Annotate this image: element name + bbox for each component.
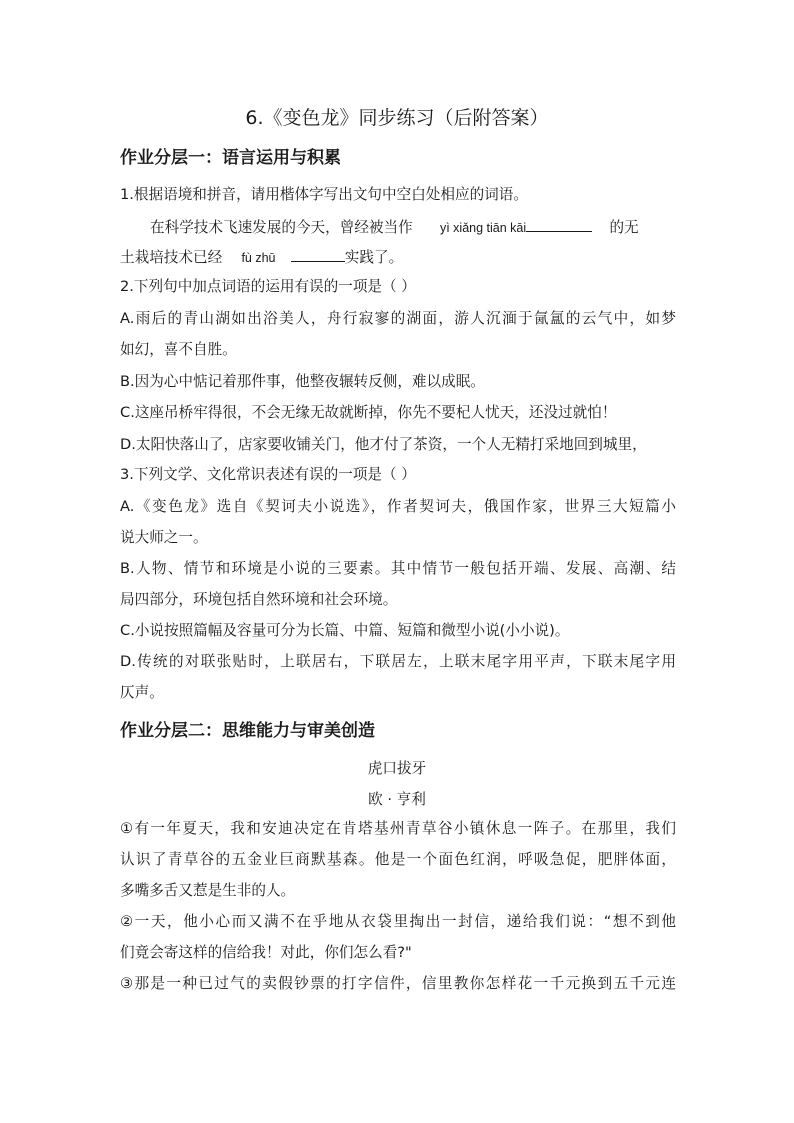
answer-blank-1[interactable] xyxy=(526,215,592,232)
story-title: 虎口拔牙 xyxy=(367,760,427,777)
section-heading-1: 作业分层一：语言运用与积累 xyxy=(120,148,341,168)
document-title: 6.《变色龙》同步练习（后附答案） xyxy=(245,107,549,129)
question-2-option-c: C.这座吊桥牢得很，不会无缘无故就断掉，你先不要杞人忧天，还没过就怕！ xyxy=(120,404,617,421)
story-paragraph-3-line-1: ③那是一种已过气的卖假钞票的打字信件，信里教你怎样花一千元换到五千元连 xyxy=(120,975,676,992)
pinyin-hint-1: yì xiǎng tiān kāi xyxy=(439,221,527,235)
question-3-option-d-line-2: 仄声。 xyxy=(120,684,164,701)
story-paragraph-1-line-1: ①有一年夏天，我和安迪决定在肯塔基州青草谷小镇休息一阵子。在那里，我们 xyxy=(120,820,676,837)
story-paragraph-1-line-3: 多嘴多舌又惹是生非的人。 xyxy=(120,882,296,899)
question-1-stem: 1.根据语境和拼音，请用楷体字写出文句中空白处相应的词语。 xyxy=(120,186,528,203)
question-2-option-b: B.因为心中惦记着那件事，他整夜辗转反侧，难以成眠。 xyxy=(120,373,485,390)
story-paragraph-2-line-1: ②一天，他小心而又满不在乎地从衣袋里掏出一封信，递给我们说：“想不到他 xyxy=(120,913,676,930)
story-author: 欧 · 亨利 xyxy=(368,791,426,808)
answer-blank-2[interactable] xyxy=(291,245,345,262)
question-2-option-a-line-1: A.雨后的青山湖如出浴美人，舟行寂寥的湖面，游人沉湎于氤氲的云气中，如梦 xyxy=(120,310,676,327)
question-2-option-d: D.太阳快落山了，店家要收铺关门，他才付了茶资，一个人无精打采地回到城里， xyxy=(120,436,647,453)
question-3-option-d-line-1: D.传统的对联张贴时，上联居右，下联居左，上联末尾字用平声，下联末尾字用 xyxy=(120,653,676,670)
question-2-stem: 2.下列句中加点词语的运用有误的一项是（ ） xyxy=(120,278,416,295)
question-1-text-after-blank-1: 的无 xyxy=(609,219,639,236)
question-1-text-before-blank-2: 土栽培技术已经 xyxy=(120,249,223,266)
story-paragraph-1-line-2: 认识了青草谷的五金业巨商默基森。他是一个面色红润，呼吸急促，肥胖体面， xyxy=(120,851,676,868)
question-3-option-b-line-2: 局四部分，环境包括自然环境和社会环境。 xyxy=(120,591,398,608)
pinyin-hint-2: fù zhū xyxy=(241,251,276,265)
question-3-option-a-line-2: 说大师之一。 xyxy=(120,529,208,546)
question-2-option-a-line-2: 如幻，喜不自胜。 xyxy=(120,341,237,358)
question-3-option-a-line-1: A.《变色龙》选自《契诃夫小说选》，作者契诃夫，俄国作家，世界三大短篇小 xyxy=(120,498,676,515)
story-paragraph-2-line-2: 们竟会寄这样的信给我！对此，你们怎么看?" xyxy=(120,944,412,961)
section-heading-2: 作业分层二：思维能力与审美创造 xyxy=(120,721,375,741)
question-3-stem: 3.下列文学、文化常识表述有误的一项是（ ） xyxy=(120,466,416,483)
question-1-line-2 xyxy=(120,245,676,269)
question-1-text-before-blank-1: 在科学技术飞速发展的今天，曾经被当作 xyxy=(150,219,413,236)
question-3-option-c: C.小说按照篇幅及容量可分为长篇、中篇、短篇和微型小说(小小说)。 xyxy=(120,622,570,639)
question-1-text-after-blank-2: 实践了。 xyxy=(344,249,404,266)
question-3-option-b-line-1: B.人物、情节和环境是小说的三要素。其中情节一般包括开端、发展、高潮、结 xyxy=(120,560,676,577)
question-1-line-1 xyxy=(150,215,676,239)
